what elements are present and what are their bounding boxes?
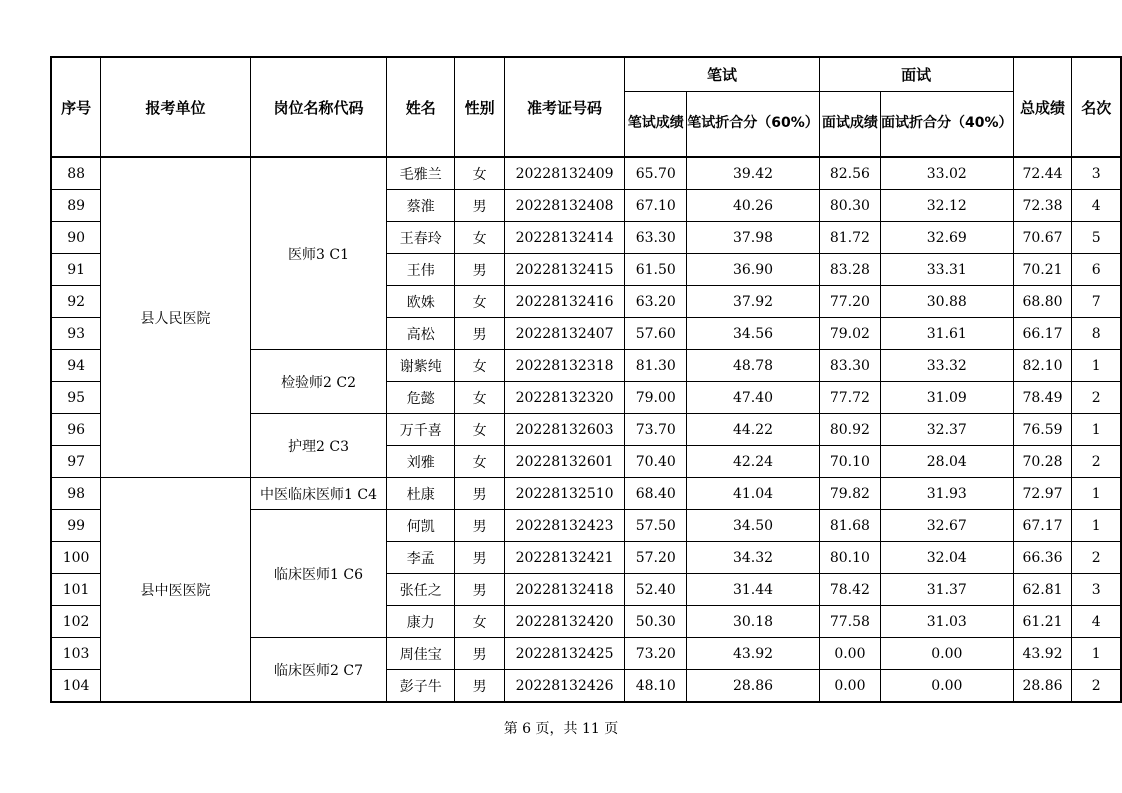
header-written-converted: 笔试折合分（60%） (687, 91, 820, 157)
total-cell: 72.38 (1013, 190, 1072, 222)
gender-cell: 男 (455, 574, 505, 606)
name-cell: 康力 (387, 606, 455, 638)
rank-cell: 3 (1072, 157, 1121, 190)
header-exam-id: 准考证号码 (504, 57, 624, 157)
header-position: 岗位名称代码 (250, 57, 387, 157)
position-cell: 临床医师1 C6 (250, 510, 387, 638)
gender-cell: 男 (455, 190, 505, 222)
interview-score-cell: 80.30 (819, 190, 880, 222)
gender-cell: 男 (455, 478, 505, 510)
exam-id-cell: 20228132601 (504, 446, 624, 478)
table-row (51, 157, 1121, 190)
written-converted-cell: 34.50 (687, 510, 820, 542)
written-converted-cell: 37.98 (687, 222, 820, 254)
interview-score-cell: 78.42 (819, 574, 880, 606)
seq-cell: 104 (51, 670, 101, 703)
position-cell: 医师3 C1 (250, 157, 387, 350)
written-score-cell: 63.20 (625, 286, 687, 318)
interview-converted-cell: 31.09 (881, 382, 1014, 414)
header-rank: 名次 (1072, 57, 1121, 157)
gender-cell: 女 (455, 157, 505, 190)
interview-score-cell: 83.28 (819, 254, 880, 286)
written-score-cell: 73.20 (625, 638, 687, 670)
seq-cell: 102 (51, 606, 101, 638)
exam-id-cell: 20228132423 (504, 510, 624, 542)
exam-id-cell: 20228132408 (504, 190, 624, 222)
written-converted-cell: 31.44 (687, 574, 820, 606)
header-interview-converted: 面试折合分（40%） (881, 91, 1014, 157)
rank-cell: 1 (1072, 510, 1121, 542)
header-interview: 面试 (819, 57, 1013, 91)
exam-id-cell: 20228132414 (504, 222, 624, 254)
gender-cell: 男 (455, 638, 505, 670)
header-name: 姓名 (387, 57, 455, 157)
seq-cell: 99 (51, 510, 101, 542)
total-cell: 61.21 (1013, 606, 1072, 638)
written-converted-cell: 48.78 (687, 350, 820, 382)
name-cell: 周佳宝 (387, 638, 455, 670)
total-cell: 66.36 (1013, 542, 1072, 574)
gender-cell: 女 (455, 382, 505, 414)
written-converted-cell: 30.18 (687, 606, 820, 638)
header-seq: 序号 (51, 57, 101, 157)
rank-cell: 1 (1072, 478, 1121, 510)
total-cell: 72.44 (1013, 157, 1072, 190)
written-converted-cell: 47.40 (687, 382, 820, 414)
name-cell: 杜康 (387, 478, 455, 510)
exam-id-cell: 20228132418 (504, 574, 624, 606)
written-score-cell: 57.50 (625, 510, 687, 542)
exam-id-cell: 20228132603 (504, 414, 624, 446)
written-score-cell: 79.00 (625, 382, 687, 414)
interview-score-cell: 0.00 (819, 638, 880, 670)
interview-converted-cell: 0.00 (881, 670, 1014, 703)
written-score-cell: 48.10 (625, 670, 687, 703)
interview-score-cell: 81.72 (819, 222, 880, 254)
interview-converted-cell: 31.61 (881, 318, 1014, 350)
written-converted-cell: 41.04 (687, 478, 820, 510)
interview-score-cell: 79.82 (819, 478, 880, 510)
header-written: 笔试 (625, 57, 820, 91)
written-score-cell: 52.40 (625, 574, 687, 606)
rank-cell: 4 (1072, 606, 1121, 638)
interview-converted-cell: 31.37 (881, 574, 1014, 606)
unit-cell: 县人民医院 (101, 157, 251, 478)
seq-cell: 101 (51, 574, 101, 606)
gender-cell: 男 (455, 670, 505, 703)
written-converted-cell: 44.22 (687, 414, 820, 446)
gender-cell: 女 (455, 222, 505, 254)
seq-cell: 100 (51, 542, 101, 574)
total-cell: 70.67 (1013, 222, 1072, 254)
rank-cell: 2 (1072, 446, 1121, 478)
interview-converted-cell: 33.32 (881, 350, 1014, 382)
position-cell: 中医临床医师1 C4 (250, 478, 387, 510)
rank-cell: 4 (1072, 190, 1121, 222)
total-cell: 78.49 (1013, 382, 1072, 414)
written-converted-cell: 40.26 (687, 190, 820, 222)
written-converted-cell: 42.24 (687, 446, 820, 478)
exam-id-cell: 20228132407 (504, 318, 624, 350)
position-cell: 检验师2 C2 (250, 350, 387, 414)
exam-id-cell: 20228132420 (504, 606, 624, 638)
name-cell: 王春玲 (387, 222, 455, 254)
header-written-score: 笔试成绩 (625, 91, 687, 157)
seq-cell: 95 (51, 382, 101, 414)
name-cell: 刘雅 (387, 446, 455, 478)
written-score-cell: 67.10 (625, 190, 687, 222)
rank-cell: 5 (1072, 222, 1121, 254)
interview-converted-cell: 32.69 (881, 222, 1014, 254)
name-cell: 高松 (387, 318, 455, 350)
total-cell: 28.86 (1013, 670, 1072, 703)
page-footer: 第 6 页，共 11 页 (503, 721, 619, 737)
gender-cell: 女 (455, 286, 505, 318)
gender-cell: 女 (455, 414, 505, 446)
written-score-cell: 65.70 (625, 157, 687, 190)
interview-converted-cell: 33.31 (881, 254, 1014, 286)
interview-converted-cell: 0.00 (881, 638, 1014, 670)
written-score-cell: 81.30 (625, 350, 687, 382)
total-cell: 76.59 (1013, 414, 1072, 446)
name-cell: 蔡淮 (387, 190, 455, 222)
exam-id-cell: 20228132415 (504, 254, 624, 286)
position-cell: 临床医师2 C7 (250, 638, 387, 703)
total-cell: 66.17 (1013, 318, 1072, 350)
rank-cell: 7 (1072, 286, 1121, 318)
written-converted-cell: 34.56 (687, 318, 820, 350)
rank-cell: 6 (1072, 254, 1121, 286)
seq-cell: 98 (51, 478, 101, 510)
gender-cell: 男 (455, 318, 505, 350)
gender-cell: 女 (455, 446, 505, 478)
seq-cell: 90 (51, 222, 101, 254)
written-converted-cell: 39.42 (687, 157, 820, 190)
interview-converted-cell: 31.03 (881, 606, 1014, 638)
written-converted-cell: 43.92 (687, 638, 820, 670)
seq-cell: 88 (51, 157, 101, 190)
gender-cell: 男 (455, 542, 505, 574)
written-score-cell: 63.30 (625, 222, 687, 254)
exam-id-cell: 20228132409 (504, 157, 624, 190)
interview-converted-cell: 28.04 (881, 446, 1014, 478)
unit-cell: 县中医医院 (101, 478, 251, 703)
header-interview-score: 面试成绩 (819, 91, 880, 157)
seq-cell: 89 (51, 190, 101, 222)
total-cell: 70.28 (1013, 446, 1072, 478)
written-score-cell: 50.30 (625, 606, 687, 638)
interview-converted-cell: 30.88 (881, 286, 1014, 318)
exam-id-cell: 20228132421 (504, 542, 624, 574)
interview-score-cell: 79.02 (819, 318, 880, 350)
header-gender: 性别 (455, 57, 505, 157)
rank-cell: 1 (1072, 638, 1121, 670)
written-converted-cell: 36.90 (687, 254, 820, 286)
interview-converted-cell: 32.67 (881, 510, 1014, 542)
interview-score-cell: 82.56 (819, 157, 880, 190)
interview-score-cell: 80.10 (819, 542, 880, 574)
rank-cell: 2 (1072, 542, 1121, 574)
total-cell: 82.10 (1013, 350, 1072, 382)
interview-score-cell: 0.00 (819, 670, 880, 703)
seq-cell: 94 (51, 350, 101, 382)
total-cell: 72.97 (1013, 478, 1072, 510)
total-cell: 67.17 (1013, 510, 1072, 542)
written-score-cell: 73.70 (625, 414, 687, 446)
score-table (50, 56, 1122, 703)
interview-converted-cell: 32.04 (881, 542, 1014, 574)
seq-cell: 103 (51, 638, 101, 670)
interview-converted-cell: 32.12 (881, 190, 1014, 222)
seq-cell: 97 (51, 446, 101, 478)
rank-cell: 2 (1072, 382, 1121, 414)
interview-score-cell: 77.58 (819, 606, 880, 638)
rank-cell: 8 (1072, 318, 1121, 350)
interview-score-cell: 83.30 (819, 350, 880, 382)
name-cell: 王伟 (387, 254, 455, 286)
interview-converted-cell: 31.93 (881, 478, 1014, 510)
gender-cell: 男 (455, 510, 505, 542)
gender-cell: 女 (455, 606, 505, 638)
rank-cell: 2 (1072, 670, 1121, 703)
header-total: 总成绩 (1013, 57, 1072, 157)
written-score-cell: 57.20 (625, 542, 687, 574)
name-cell: 张任之 (387, 574, 455, 606)
written-score-cell: 57.60 (625, 318, 687, 350)
total-cell: 62.81 (1013, 574, 1072, 606)
gender-cell: 女 (455, 350, 505, 382)
written-converted-cell: 37.92 (687, 286, 820, 318)
written-converted-cell: 34.32 (687, 542, 820, 574)
exam-id-cell: 20228132425 (504, 638, 624, 670)
name-cell: 彭子牛 (387, 670, 455, 703)
rank-cell: 3 (1072, 574, 1121, 606)
interview-converted-cell: 32.37 (881, 414, 1014, 446)
seq-cell: 96 (51, 414, 101, 446)
total-cell: 68.80 (1013, 286, 1072, 318)
total-cell: 43.92 (1013, 638, 1072, 670)
exam-id-cell: 20228132426 (504, 670, 624, 703)
interview-converted-cell: 33.02 (881, 157, 1014, 190)
seq-cell: 93 (51, 318, 101, 350)
interview-score-cell: 70.10 (819, 446, 880, 478)
position-cell: 护理2 C3 (250, 414, 387, 478)
interview-score-cell: 77.20 (819, 286, 880, 318)
rank-cell: 1 (1072, 350, 1121, 382)
written-score-cell: 70.40 (625, 446, 687, 478)
total-cell: 70.21 (1013, 254, 1072, 286)
table-row (51, 478, 1121, 510)
name-cell: 李孟 (387, 542, 455, 574)
table-body (51, 157, 1121, 702)
interview-score-cell: 81.68 (819, 510, 880, 542)
interview-score-cell: 80.92 (819, 414, 880, 446)
rank-cell: 1 (1072, 414, 1121, 446)
written-converted-cell: 28.86 (687, 670, 820, 703)
written-score-cell: 61.50 (625, 254, 687, 286)
written-score-cell: 68.40 (625, 478, 687, 510)
seq-cell: 91 (51, 254, 101, 286)
exam-id-cell: 20228132510 (504, 478, 624, 510)
name-cell: 何凯 (387, 510, 455, 542)
interview-score-cell: 77.72 (819, 382, 880, 414)
name-cell: 万千喜 (387, 414, 455, 446)
exam-id-cell: 20228132318 (504, 350, 624, 382)
name-cell: 毛雅兰 (387, 157, 455, 190)
header-unit: 报考单位 (101, 57, 251, 157)
name-cell: 危懿 (387, 382, 455, 414)
exam-id-cell: 20228132320 (504, 382, 624, 414)
gender-cell: 男 (455, 254, 505, 286)
name-cell: 谢紫纯 (387, 350, 455, 382)
seq-cell: 92 (51, 286, 101, 318)
name-cell: 欧姝 (387, 286, 455, 318)
exam-id-cell: 20228132416 (504, 286, 624, 318)
